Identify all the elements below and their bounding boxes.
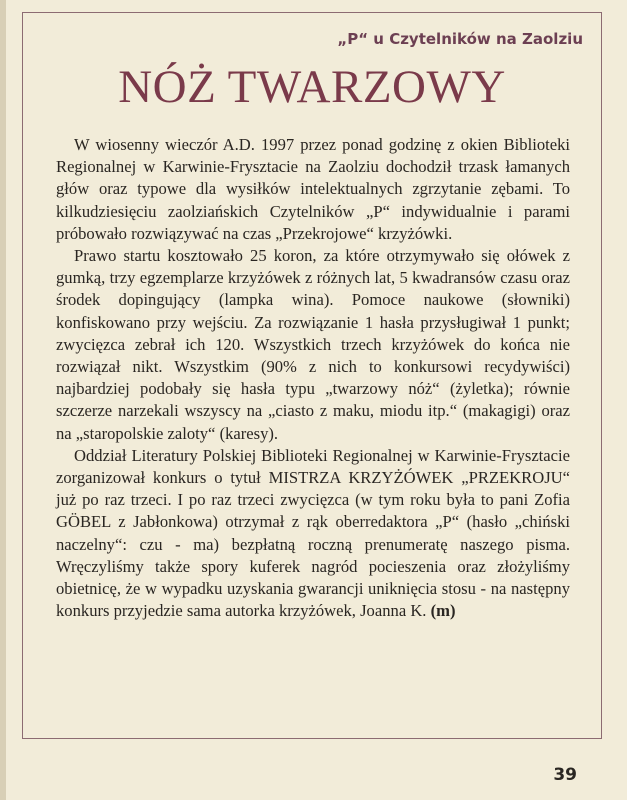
page-edge: [0, 0, 6, 800]
article-title: NÓŻ TWARZOWY: [118, 61, 506, 113]
author-signature: (m): [430, 601, 456, 621]
page-number: 39: [553, 765, 577, 785]
paragraph-1: W wiosenny wieczór A.D. 1997 przez ponad godzinę z okien Biblioteki Regionalnej w Karwinie-Frysztacie na Zaolziu dochodził trzask łamanych głów oraz typowe dla wysiłków intelektualnych zgrzytanie zębami. To kilkudziesięciu zaolziańskich Czytelników „P“ indywidualnie i parami próbowało rozwiązywać na czas „Przekrojowe“ krzyżówki.: [56, 135, 570, 243]
paragraph-3-text: Oddział Literatury Polskiej Biblioteki Regionalnej w Karwinie-Frysztacie zorganizował konkurs o tytuł MISTRZA KRZYŻÓWEK „PRZEKROJU“ już po raz trzeci. I po raz trzeci zwycięzca (w tym roku była to pani Zofia GÖBEL z Jabłonkowa) otrzymał z rąk oberredaktora „P“ (hasło „chiński naczelny“: czu - ma) bezpłatną roczną prenumeratę naszego pisma. Wręczyliśmy także spory kuferek nagród pocieszenia oraz złożyliśmy obietnicę, że w wypadku uzyskania gwarancji uniknięcia stosu - na następny konkurs przyjedzie sama autorka krzyżówek, Joanna K.: [56, 445, 570, 621]
paragraph-3: [56, 445, 570, 623]
section-label: „P“ u Czytelników na Zaolziu: [337, 30, 583, 48]
paragraph-2: Prawo startu kosztowało 25 koron, za które otrzymywało się ołówek z gumką, trzy egzemplarze krzyżówek z różnych lat, 5 kwadransów czasu oraz środek dopingujący (lampka wina). Pomoce naukowe (słowniki) konfiskowano przy wejściu. Za rozwiązanie 1 hasła przysługiwał 1 punkt; zwycięzca zebrał ich 120. Wszystkich trzech krzyżówek do końca nie rozwiązał nikt. Wszystkim (90% z nich to konkursowi recydywiści) najbardziej podobały się hasła typu „twarzowy nóż“ (żyletka); równie szczerze narzekali wszyscy na „ciasto z maku, miodu itp.“ (makagigi) oraz na „staropolskie zaloty“ (karesy).: [56, 246, 570, 443]
article-body: [56, 134, 570, 622]
